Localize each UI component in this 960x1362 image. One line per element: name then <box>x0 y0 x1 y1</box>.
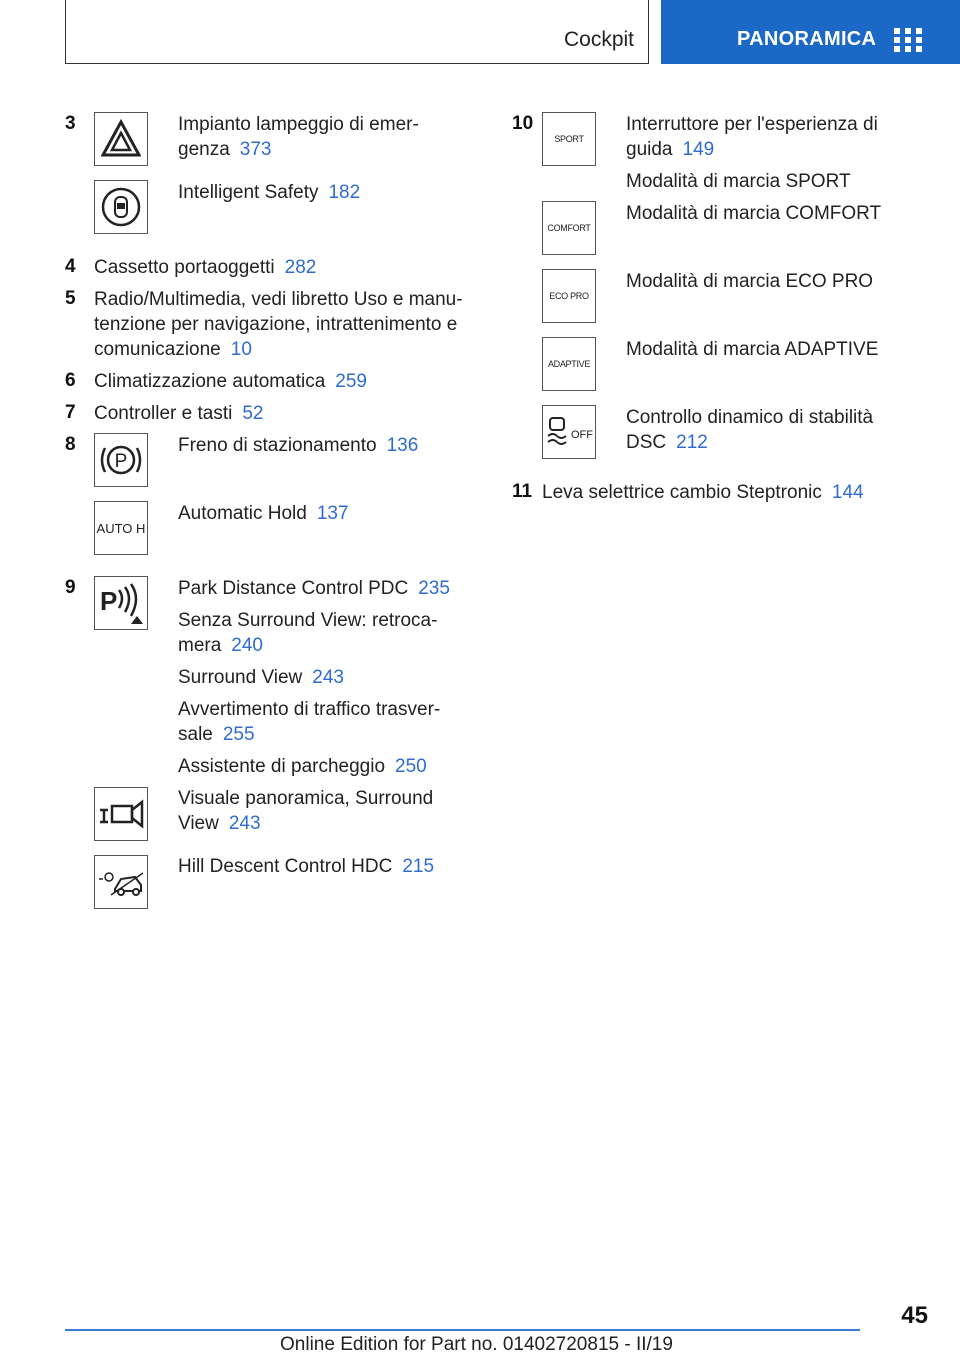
hill-descent-control-icon <box>94 855 148 909</box>
page-link[interactable]: 212 <box>676 432 708 453</box>
page-link[interactable]: 255 <box>222 724 255 745</box>
list-item: Modalità di marcia SPORT <box>626 171 851 192</box>
page-link[interactable]: 52 <box>242 403 264 424</box>
list-item: Intelligent Safety 182 <box>178 182 361 203</box>
list-item: Leva selettrice cambio Steptronic 144 <box>542 482 864 503</box>
list-item: Surround View 243 <box>178 667 344 688</box>
park-distance-control-icon <box>94 576 148 630</box>
parking-brake-icon <box>94 433 148 487</box>
item-number: 6 <box>65 370 76 391</box>
list-item: Modalità di marcia COMFORT <box>626 203 882 224</box>
list-item: Assistente di parcheggio 250 <box>178 756 427 777</box>
page-link[interactable]: 149 <box>682 139 715 160</box>
list-item: Hill Descent Control HDC 215 <box>178 856 435 877</box>
svg-text:P: P <box>100 586 118 616</box>
sport-mode-icon: SPORT <box>542 112 596 166</box>
item-number: 5 <box>65 288 76 309</box>
list-item: Impianto lampeggio di emer- genza 373 <box>178 114 419 160</box>
page-link[interactable]: 373 <box>239 139 272 160</box>
overview-tab-label: PANORAMICA <box>737 28 877 50</box>
list-item: Controllo dinamico di stabilità DSC 212 <box>626 407 874 453</box>
list-item: Modalità di marcia ECO PRO <box>626 271 874 292</box>
page-link[interactable]: 182 <box>328 182 361 203</box>
item-number: 11 <box>512 481 533 502</box>
list-item: Park Distance Control PDC 235 <box>178 578 450 599</box>
header-section-box <box>65 0 649 64</box>
comfort-mode-icon: COMFORT <box>542 201 596 255</box>
list-item: Modalità di marcia ADAPTIVE <box>626 339 879 360</box>
page-link[interactable]: 250 <box>395 756 427 777</box>
list-item: Visuale panoramica, Surround View 243 <box>178 788 434 834</box>
page-link[interactable]: 243 <box>228 813 261 834</box>
page-link[interactable]: 137 <box>316 503 349 524</box>
eco-pro-mode-icon: ECO PRO <box>542 269 596 323</box>
list-item: Automatic Hold 137 <box>178 503 349 524</box>
page-link[interactable]: 144 <box>831 482 864 503</box>
svg-text:OFF: OFF <box>571 429 593 441</box>
page-number: 45 <box>901 1302 928 1329</box>
list-item: Interruttore per l'esperienza di guida 149 <box>626 114 878 160</box>
list-item: Cassetto portaoggetti 282 <box>94 257 317 278</box>
page-link[interactable]: 240 <box>231 635 263 656</box>
edition-note: Online Edition for Part no. 01402720815 - II/19 <box>280 1334 673 1355</box>
page-link[interactable]: 282 <box>284 257 317 278</box>
list-item: Controller e tasti 52 <box>94 403 264 424</box>
page-link[interactable]: 136 <box>386 435 419 456</box>
dsc-off-icon <box>542 405 596 459</box>
section-title: Cockpit <box>563 28 634 51</box>
page-link[interactable]: 243 <box>312 667 344 688</box>
surround-view-camera-icon <box>94 787 148 841</box>
intelligent-safety-icon <box>94 180 148 234</box>
page-link[interactable]: 215 <box>402 856 435 877</box>
item-number: 8 <box>65 434 76 455</box>
item-number: 10 <box>512 113 534 134</box>
auto-hold-icon: AUTO H <box>94 501 148 555</box>
page-link[interactable]: 235 <box>418 578 450 599</box>
item-number: 4 <box>65 256 76 277</box>
page-link[interactable]: 259 <box>335 371 367 392</box>
svg-text:P: P <box>114 451 128 472</box>
item-number: 9 <box>65 577 76 598</box>
list-item: Senza Surround View: retroca- mera 240 <box>178 610 438 656</box>
hazard-warning-icon <box>94 112 148 166</box>
item-number: 7 <box>65 402 76 423</box>
item-number: 3 <box>65 113 76 134</box>
list-item: Radio/Multimedia, vedi libretto Uso e manu- tenzione per navigazione, intrattenimento e comunicazione 10 <box>94 289 463 360</box>
list-item: Freno di stazionamento 136 <box>178 435 419 456</box>
adaptive-mode-icon: ADAPTIVE <box>542 337 596 391</box>
footer-divider <box>65 1329 860 1331</box>
list-item: Climatizzazione automatica 259 <box>94 371 367 392</box>
grid-icon[interactable] <box>894 28 922 53</box>
page-link[interactable]: 10 <box>230 339 252 360</box>
list-item: Avvertimento di traffico trasver- sale 255 <box>178 699 441 745</box>
